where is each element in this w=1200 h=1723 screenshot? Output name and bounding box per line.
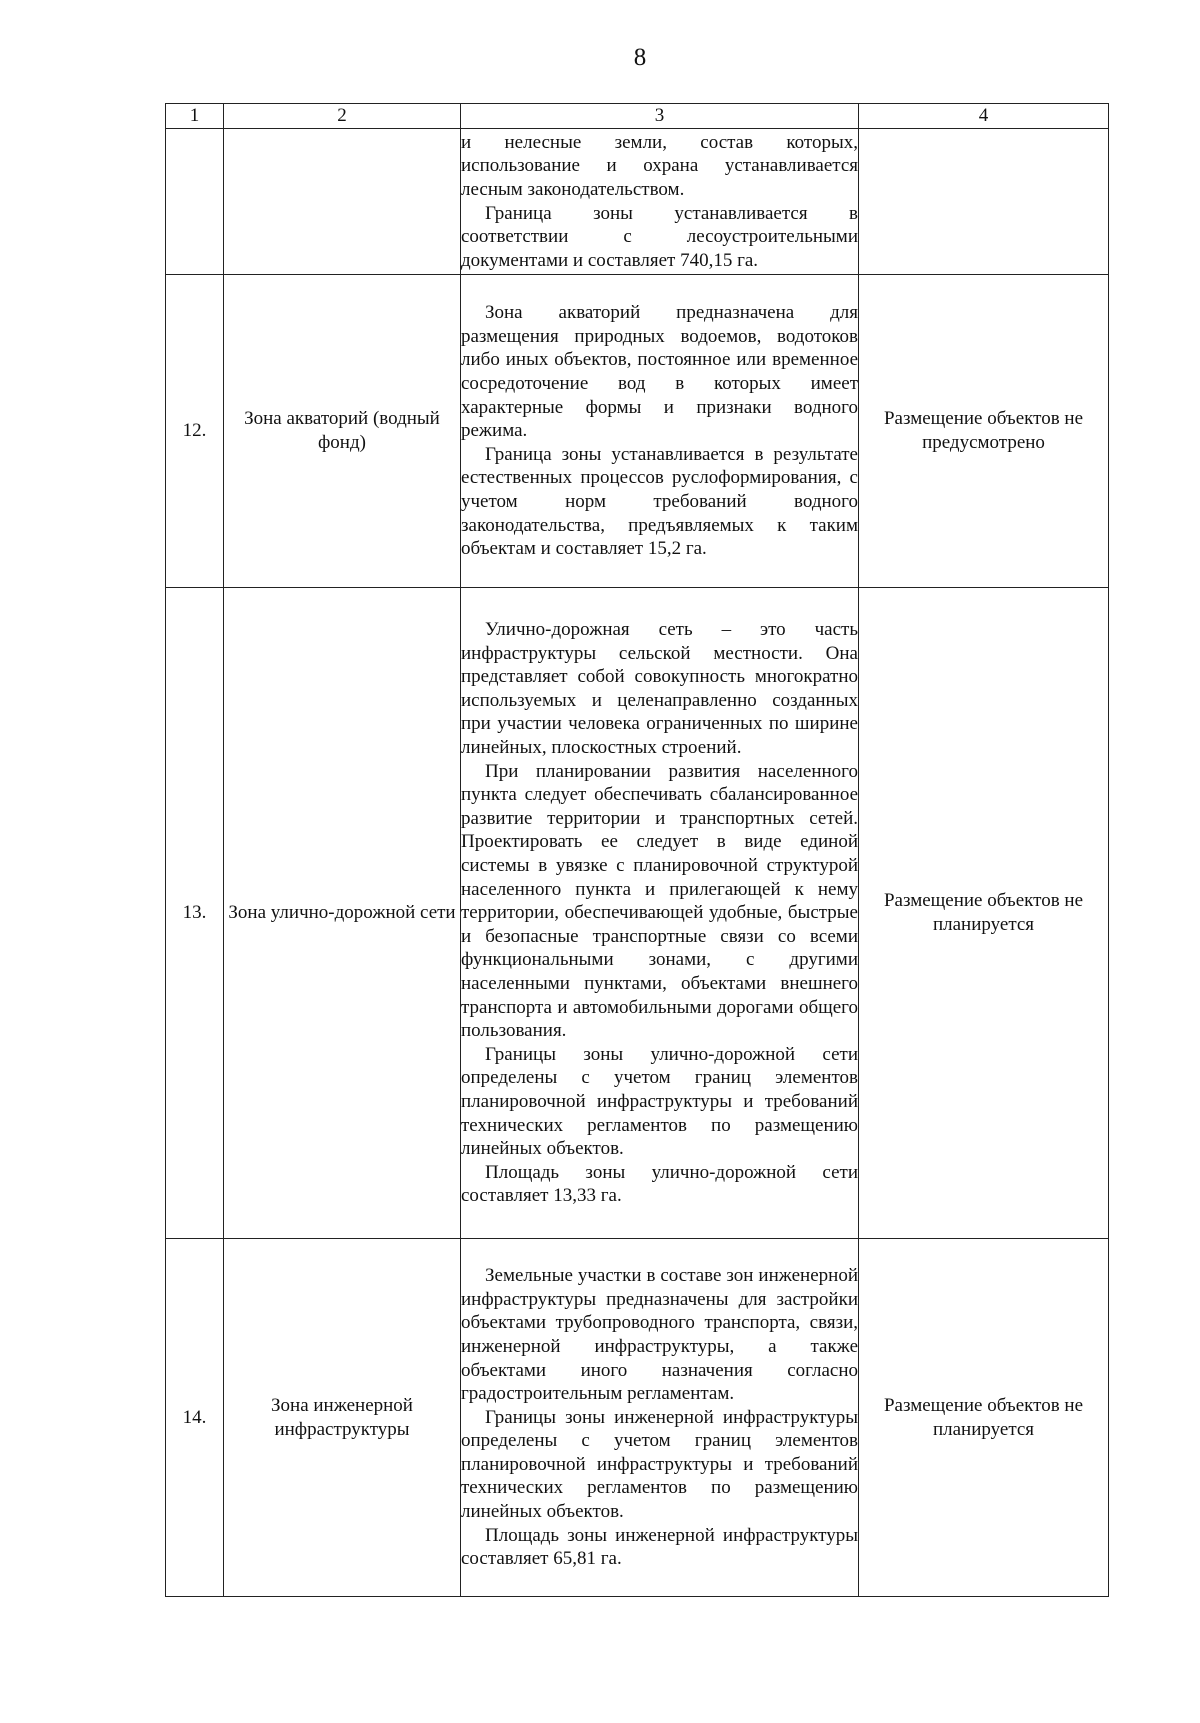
- zone-name: [224, 129, 461, 275]
- column-header-1: 1: [166, 104, 224, 129]
- description-paragraph: Границы зоны улично-дорожной сети определены с учетом границ элементов планировочной инфраструктуры и требований технических регламентов по размещению линейных объектов.: [461, 1043, 858, 1160]
- description-paragraph: Граница зоны устанавливается в результате естественных процессов руслоформирования, с учетом норм требований водного законодательства, предъявляемых к таким объектам и составляет 15,2 га.: [461, 443, 858, 560]
- placement-note: [859, 129, 1109, 275]
- column-header-3: 3: [461, 104, 859, 129]
- column-header-4: 4: [859, 104, 1109, 129]
- row-number: 12.: [166, 275, 224, 588]
- page-number: 8: [633, 44, 647, 71]
- description-paragraph: Улично-дорожная сеть – это часть инфраструктуры сельской местности. Она представляет собой совокупность многократно используемых и целенаправленно созданных при участии человека ограниченных по ширине линейных, плоскостных строений.: [461, 619, 858, 759]
- row-number: 13.: [166, 588, 224, 1239]
- description-paragraph: Граница зоны устанавливается в соответствии с лесоустроительными документами и составляет 740,15 га.: [461, 202, 858, 271]
- placement-note: Размещение объектов не планируется: [859, 1239, 1109, 1597]
- description-paragraph: Границы зоны инженерной инфраструктуры определены с учетом границ элементов планировочной инфраструктуры и требований технических регламентов по размещению линейных объектов.: [461, 1406, 858, 1523]
- zone-description: [461, 275, 859, 588]
- description-paragraph: При планировании развития населенного пункта следует обеспечивать сбалансированное развитие территории и транспортных сетей. Проектировать ее следует в виде единой системы в увязке с планировочной структурой населенного пункта и прилегающей к нему территории, обеспечивающей удобные, быстрые и безопасные транспортные связи со всеми функциональными зонами, с другими населенными пунктами, объектами внешнего транспорта и автомобильными дорогами общего пользования.: [461, 760, 858, 1042]
- table-row-12: [166, 275, 1109, 588]
- row-number: [166, 129, 224, 275]
- table-row-13: [166, 588, 1109, 1239]
- placement-note: Размещение объектов не планируется: [859, 588, 1109, 1239]
- row-number: 14.: [166, 1239, 224, 1597]
- table-header-row: [166, 104, 1109, 129]
- description-paragraph: Земельные участки в составе зон инженерной инфраструктуры предназначены для застройки объектами трубопроводного транспорта, связи, инженерной инфраструктуры, а также объектами иного назначения согласно градостроительным регламентам.: [461, 1265, 858, 1405]
- zones-table: [165, 103, 1109, 1597]
- zone-name: Зона акваторий (водный фонд): [224, 275, 461, 588]
- column-header-2: 2: [224, 104, 461, 129]
- table-row-14: [166, 1239, 1109, 1597]
- placement-note: Размещение объектов не предусмотрено: [859, 275, 1109, 588]
- description-paragraph: Зона акваторий предназначена для размещения природных водоемов, водотоков либо иных объектов, постоянное или временное сосредоточение вод в которых имеет характерные формы и признаки водного режима.: [461, 302, 858, 442]
- zone-description: [461, 1239, 859, 1597]
- description-paragraph: Площадь зоны инженерной инфраструктуры составляет 65,81 га.: [461, 1524, 858, 1570]
- zone-name: Зона улично-дорожной сети: [224, 588, 461, 1239]
- table-row-continuation: [166, 129, 1109, 275]
- description-paragraph: Площадь зоны улично-дорожной сети составляет 13,33 га.: [461, 1161, 858, 1207]
- zone-name: Зона инженерной инфраструктуры: [224, 1239, 461, 1597]
- description-paragraph: и нелесные земли, состав которых, использование и охрана устанавливается лесным законодательством.: [461, 131, 858, 200]
- zone-description: [461, 588, 859, 1239]
- zone-description: [461, 129, 859, 275]
